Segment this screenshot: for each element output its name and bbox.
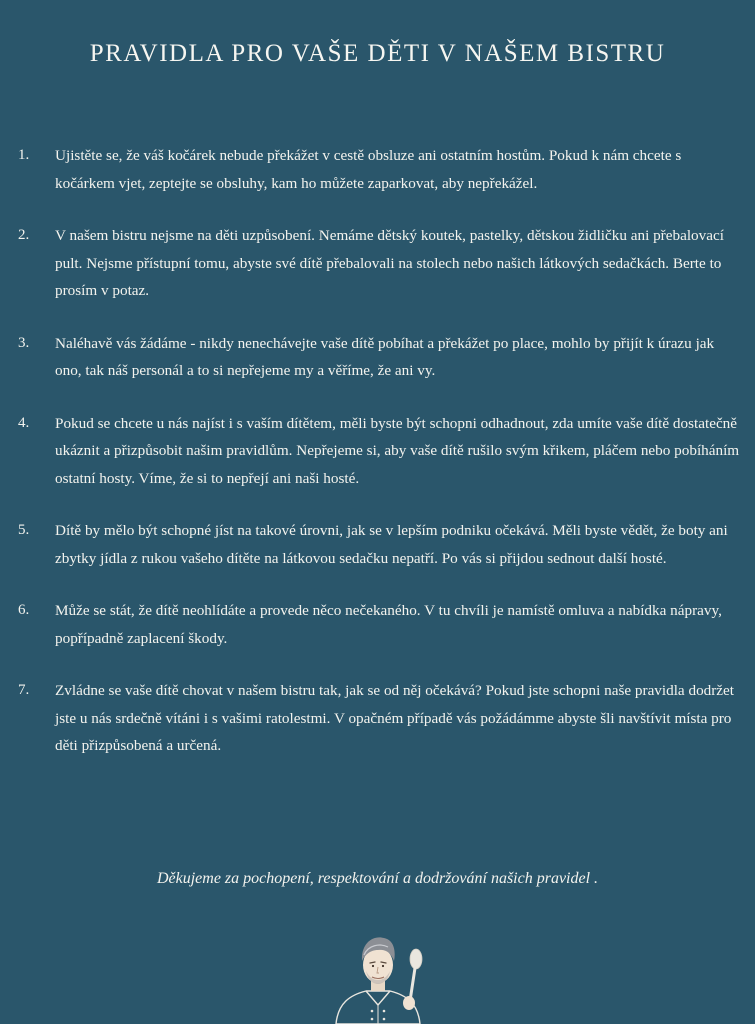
rule-text: Může se stát, že dítě neohlídáte a provede něco nečekaného. V tu chvíli je namístě omluva a nabídka nápravy, popřípadně zaplacení škody. bbox=[55, 602, 722, 647]
rule-text: Dítě by mělo být schopné jíst na takové úrovni, jak se v lepším podniku očekává. Měli byste vědět, že boty ani zbytky jídla z rukou vašeho dítěte na látkovou sedačku nepatří. Po vás si přijdou sednout další hosté. bbox=[55, 522, 728, 567]
rule-number: 3. bbox=[18, 334, 30, 351]
list-item bbox=[18, 517, 743, 572]
list-item bbox=[18, 597, 743, 652]
chef-with-spoon-icon bbox=[328, 925, 428, 1024]
list-item bbox=[18, 330, 743, 385]
rule-text: Ujistěte se, že váš kočárek nebude překážet v cestě obsluze ani ostatním hostům. Pokud k nám chcete s kočárkem vjet, zeptejte se obsluhy, kam ho můžete zaparkovat, aby nepřekážel. bbox=[55, 147, 682, 192]
list-item bbox=[18, 410, 743, 493]
page-title: PRAVIDLA PRO VAŠE DĚTI V NAŠEM BISTRU bbox=[89, 40, 666, 67]
thanks-note: Děkujeme za pochopení, respektování a dodržování našich pravidel . bbox=[156, 870, 599, 887]
rule-number: 6. bbox=[18, 602, 30, 618]
rule-number: 5. bbox=[18, 522, 30, 538]
list-item bbox=[18, 222, 743, 305]
rule-number: 4. bbox=[18, 414, 30, 431]
rule-number: 2. bbox=[18, 227, 30, 243]
rule-text: Zvládne se vaše dítě chovat v našem bistru tak, jak se od něj očekává? Pokud jste schopni naše pravidla dodržet jste u nás srdečně vítáni i s vašimi ratolestmi. V opačném případě vás požádámme abyste šli navštívit místa pro děti přizpůsobená a určená. bbox=[55, 682, 735, 754]
rules-list bbox=[18, 142, 743, 785]
rule-number: 7. bbox=[18, 682, 30, 698]
rule-text: V našem bistru nejsme na děti uzpůsobení. Nemáme dětský koutek, pastelky, dětskou židličku ani přebalovací pult. Nejsme přístupní tomu, abyste své dítě přebalovali na stolech nebo našich látkových sedačkách. Berte to prosím v potaz. bbox=[55, 227, 724, 299]
rule-number: 1. bbox=[18, 147, 30, 163]
list-item bbox=[18, 142, 743, 197]
list-item bbox=[18, 677, 743, 760]
rule-text: Naléhavě vás žádáme - nikdy nenechávejte vaše dítě pobíhat a překážet po place, mohlo by přijít k úrazu jak ono, tak náš personál a to si nepřejeme my a věříme, že ani vy. bbox=[55, 334, 715, 379]
rule-text: Pokud se chcete u nás najíst i s vaším dítětem, měli byste být schopni odhadnout, zda umíte vaše dítě dostatečně ukáznit a přizpůsobit našim pravidlům. Nepřejeme si, aby vaše dítě rušilo svým křikem, pláčem nebo pobíháním ostatní hosty. Víme, že si to nepřejí ani naši hosté. bbox=[55, 414, 740, 487]
